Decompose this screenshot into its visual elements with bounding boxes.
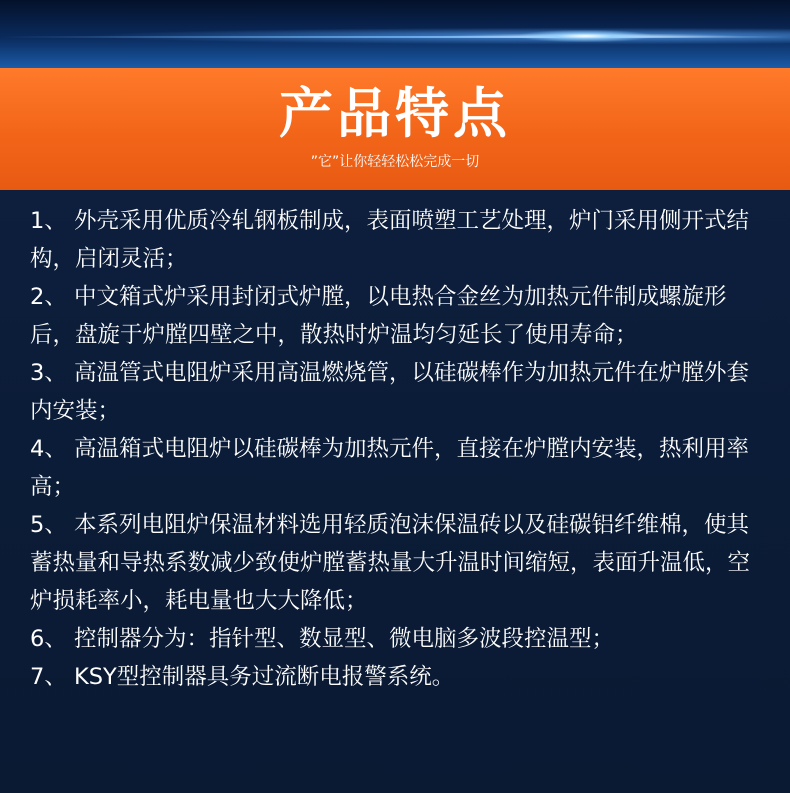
title-banner bbox=[0, 68, 790, 190]
feature-item-2: 2、 中文箱式炉采用封闭式炉膛，以电热合金丝为加热元件制成螺旋形后，盘旋于炉膛四壁之中，散热时炉温均匀延长了使用寿命； bbox=[30, 284, 727, 348]
top-light-strip bbox=[0, 0, 790, 68]
feature-list bbox=[30, 202, 760, 696]
feature-item-7: 7、 KSY型控制器具务过流断电报警系统。 bbox=[30, 664, 455, 690]
light-line bbox=[0, 36, 790, 38]
lens-flare bbox=[520, 30, 650, 42]
feature-item-5: 5、 本系列电阻炉保温材料选用轻质泡沫保温砖以及硅碳铝纤维棉，使其蓄热量和导热系数减少致使炉膛蓄热量大升温时间缩短，表面升温低，空炉损耗率小，耗电量也大大降低； bbox=[30, 512, 751, 614]
feature-item-4: 4、 高温箱式电阻炉以硅碳棒为加热元件，直接在炉膛内安装，热利用率高； bbox=[30, 436, 749, 500]
feature-item-3: 3、 高温管式电阻炉采用高温燃烧管，以硅碳棒作为加热元件在炉膛外套内安装； bbox=[30, 360, 749, 424]
feature-item-6: 6、 控制器分为：指针型、数显型、微电脑多波段控温型； bbox=[30, 626, 614, 652]
page-title: 产品特点 bbox=[279, 82, 511, 145]
feature-item-1: 1、 外壳采用优质冷轧钢板制成，表面喷塑工艺处理，炉门采用侧开式结构，启闭灵活； bbox=[30, 208, 749, 272]
page-subtitle: ”它”让你轻轻松松完成一切 bbox=[310, 154, 480, 170]
feature-panel bbox=[0, 190, 790, 793]
